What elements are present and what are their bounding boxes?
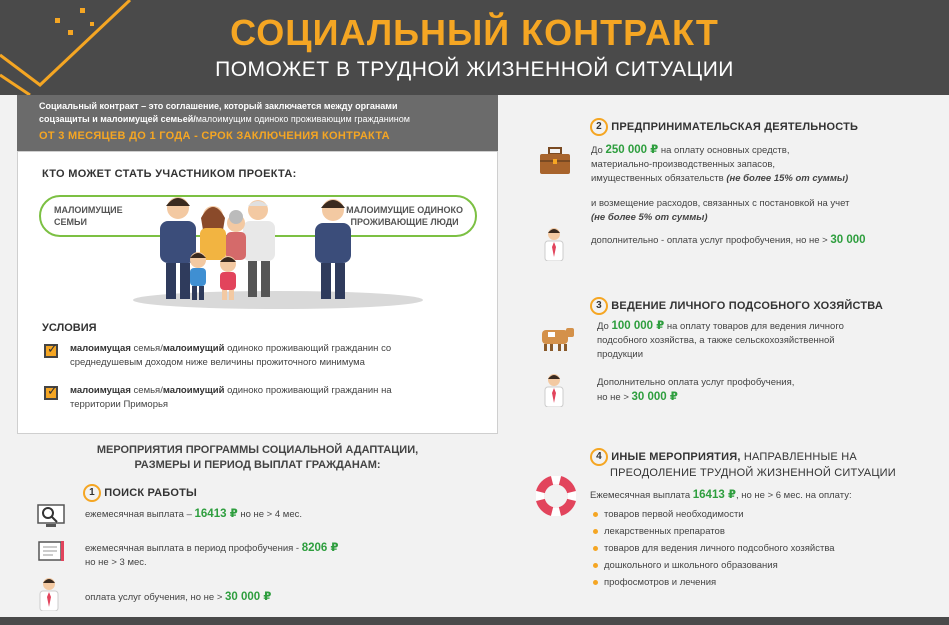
checkbox-icon [44,344,58,358]
section-4-title-rest: НАПРАВЛЕННЫЕ НА [740,450,857,463]
family-and-single-person-illustration [128,188,438,313]
section-4-title-bold: ИНЫЕ МЕРОПРИЯТИЯ, [611,450,741,463]
section-2-title-text: ПРЕДПРИНИМАТЕЛЬСКАЯ ДЕЯТЕЛЬНОСТЬ [611,120,859,133]
s2-p1-note: (не более 15% от суммы) [726,173,849,184]
contract-period: ОТ 3 МЕСЯЦЕВ ДО 1 ГОДА - СРОК ЗАКЛЮЧЕНИЯ КОНТРАКТА [39,130,390,142]
s1-row-1-text: ежемесячная выплата – [85,509,195,520]
section-4-number: 4 [590,448,608,466]
s4-para [590,488,852,503]
person-tie-icon [38,577,60,611]
s3-p2-line-1: Дополнительно оплата услуг профобучения, [597,377,795,388]
measures-heading [17,443,498,473]
s1-row-1-suffix: но не > 4 мес. [237,509,302,520]
condition-2-bold-1: малоимущая [70,385,131,396]
condition-1-text-1: семья/ [130,343,163,354]
intro-line-1: Социальный контракт – это соглашение, который заключается между органами [39,101,398,111]
s4-value: 16413 ₽ [692,489,736,501]
condition-2-text-2: одиноко проживающий гражданин на [224,385,392,396]
condition-item-2 [42,384,462,412]
s2-p3-text: дополнительно - оплата услуг профобучения, но не > [591,235,831,246]
s2-p1-prefix: До [591,145,606,156]
briefcase-icon [538,146,572,176]
pill-left-line-2: СЕМЬИ [54,217,87,227]
section-2-number: 2 [590,118,608,136]
s4-prefix: Ежемесячная выплата [590,490,693,501]
section-3-title [590,297,883,315]
list-item: товаров первой необходимости [593,506,835,523]
s1-row-1 [85,507,302,522]
cow-icon [536,322,576,352]
page-title: СОЦИАЛЬНЫЙ КОНТРАКТ [230,12,719,53]
condition-2-bold-2: малоимущий [162,385,225,396]
page-subtitle: ПОМОЖЕТ В ТРУДНОЙ ЖИЗНЕННОЙ СИТУАЦИИ [215,58,734,81]
s2-para-1 [591,143,848,186]
s3-p1-prefix: До [597,321,612,332]
section-4-title-line-2: ПРЕОДОЛЕНИЕ ТРУДНОЙ ЖИЗНЕННОЙ СИТУАЦИИ [610,467,896,479]
s2-para-3 [591,233,866,248]
s2-p1-suffix: на оплату основных средств, [658,145,790,156]
pill-left-line-1: МАЛОИМУЩИЕ [54,205,123,215]
s3-para-2 [597,376,794,405]
pill-right-line-2: ПРОЖИВАЮЩИЕ ЛЮДИ [350,217,459,227]
s3-p2-prefix: но не > [597,392,632,403]
conditions-title: УСЛОВИЯ [42,322,97,334]
s2-para-2 [591,197,849,225]
s1-row-3-text: оплата услуг обучения, но не > [85,592,226,603]
condition-1-bold-2: малоимущий [162,343,225,354]
measures-heading-line-2: РАЗМЕРЫ И ПЕРИОД ВЫПЛАТ ГРАЖДАНАМ: [134,459,381,471]
s3-p1-line-2: подсобного хозяйства, а также сельскохозяйственной [597,335,835,346]
list-item: лекарственных препаратов [593,523,835,540]
condition-1-text-2: одиноко проживающий гражданин со [224,343,392,354]
condition-2-line-2: территории Приморья [70,399,169,410]
participants-panel [17,151,498,434]
s2-p1-line-2: материально-производственных запасов, [591,159,776,170]
intro-line-2-rest: малоимущим одиноко проживающим гражданином [195,114,410,124]
section-3-number: 3 [590,297,608,315]
training-book-icon [36,539,66,563]
person-tie-icon [543,227,565,261]
condition-item-1 [42,342,462,370]
intro-line-2 [39,113,476,126]
intro-box [17,95,498,151]
measures-heading-line-1: МЕРОПРИЯТИЯ ПРОГРАММЫ СОЦИАЛЬНОЙ АДАПТАЦИИ, [96,444,419,456]
s4-bullet-list [593,506,835,591]
s1-row-2-text: ежемесячная выплата в период профобучения - [85,543,302,554]
s3-p2-value: 30 000 ₽ [631,391,678,403]
s1-row-2-value: 8206 ₽ [301,542,339,554]
section-4-title [590,448,896,480]
s1-row-3-value: 30 000 ₽ [225,591,272,603]
section-1-number: 1 [83,484,101,502]
s2-p3-value: 30 000 [830,234,866,246]
section-1-title-text: ПОИСК РАБОТЫ [104,486,198,499]
footer-bar [0,617,949,625]
section-3-title-text: ВЕДЕНИЕ ЛИЧНОГО ПОДСОБНОГО ХОЗЯЙСТВА [611,299,883,312]
condition-1-line-2: среднедушевым доходом ниже величины прожиточного минимума [70,357,365,368]
s4-suffix: , но не > 6 мес. на оплату: [735,490,852,501]
person-tie-icon [543,373,565,407]
job-search-icon [36,503,66,529]
s2-p2-note: (не более 5% от суммы) [591,212,708,223]
s3-para-1 [597,319,844,362]
list-item: дошкольного и школьного образования [593,557,835,574]
s2-p1-value: 250 000 ₽ [605,144,659,156]
s3-p1-line-3: продукции [597,349,644,360]
participants-title: КТО МОЖЕТ СТАТЬ УЧАСТНИКОМ ПРОЕКТА: [42,168,297,180]
s1-row-2-line-2: но не > 3 мес. [85,557,147,568]
s3-p1-suffix: на оплату товаров для ведения личного [664,321,844,332]
condition-1-bold-1: малоимущая [70,343,131,354]
section-2-title [590,118,858,136]
intro-line-2-bold: соцзащиты и малоимущей семьей/ [39,114,196,124]
list-item: товаров для ведения личного подсобного хозяйства [593,540,835,557]
header-banner [0,0,949,95]
section-1-title [83,484,197,502]
pill-right-line-1: МАЛОИМУЩИЕ ОДИНОКО [346,205,463,215]
checkbox-icon [44,386,58,400]
s3-p1-value: 100 000 ₽ [611,320,665,332]
lifebuoy-icon [536,476,576,516]
s2-p2-line-1: и возмещение расходов, связанных с постановкой на учет [591,198,850,209]
s1-row-3 [85,590,271,605]
s1-row-1-value: 16413 ₽ [194,508,238,520]
s2-p1-line-3: имущественных обязательств [591,173,727,184]
pill-left-label [54,204,123,228]
list-item: профосмотров и лечения [593,574,835,591]
s1-row-2 [85,541,339,570]
condition-2-text-1: семья/ [130,385,163,396]
